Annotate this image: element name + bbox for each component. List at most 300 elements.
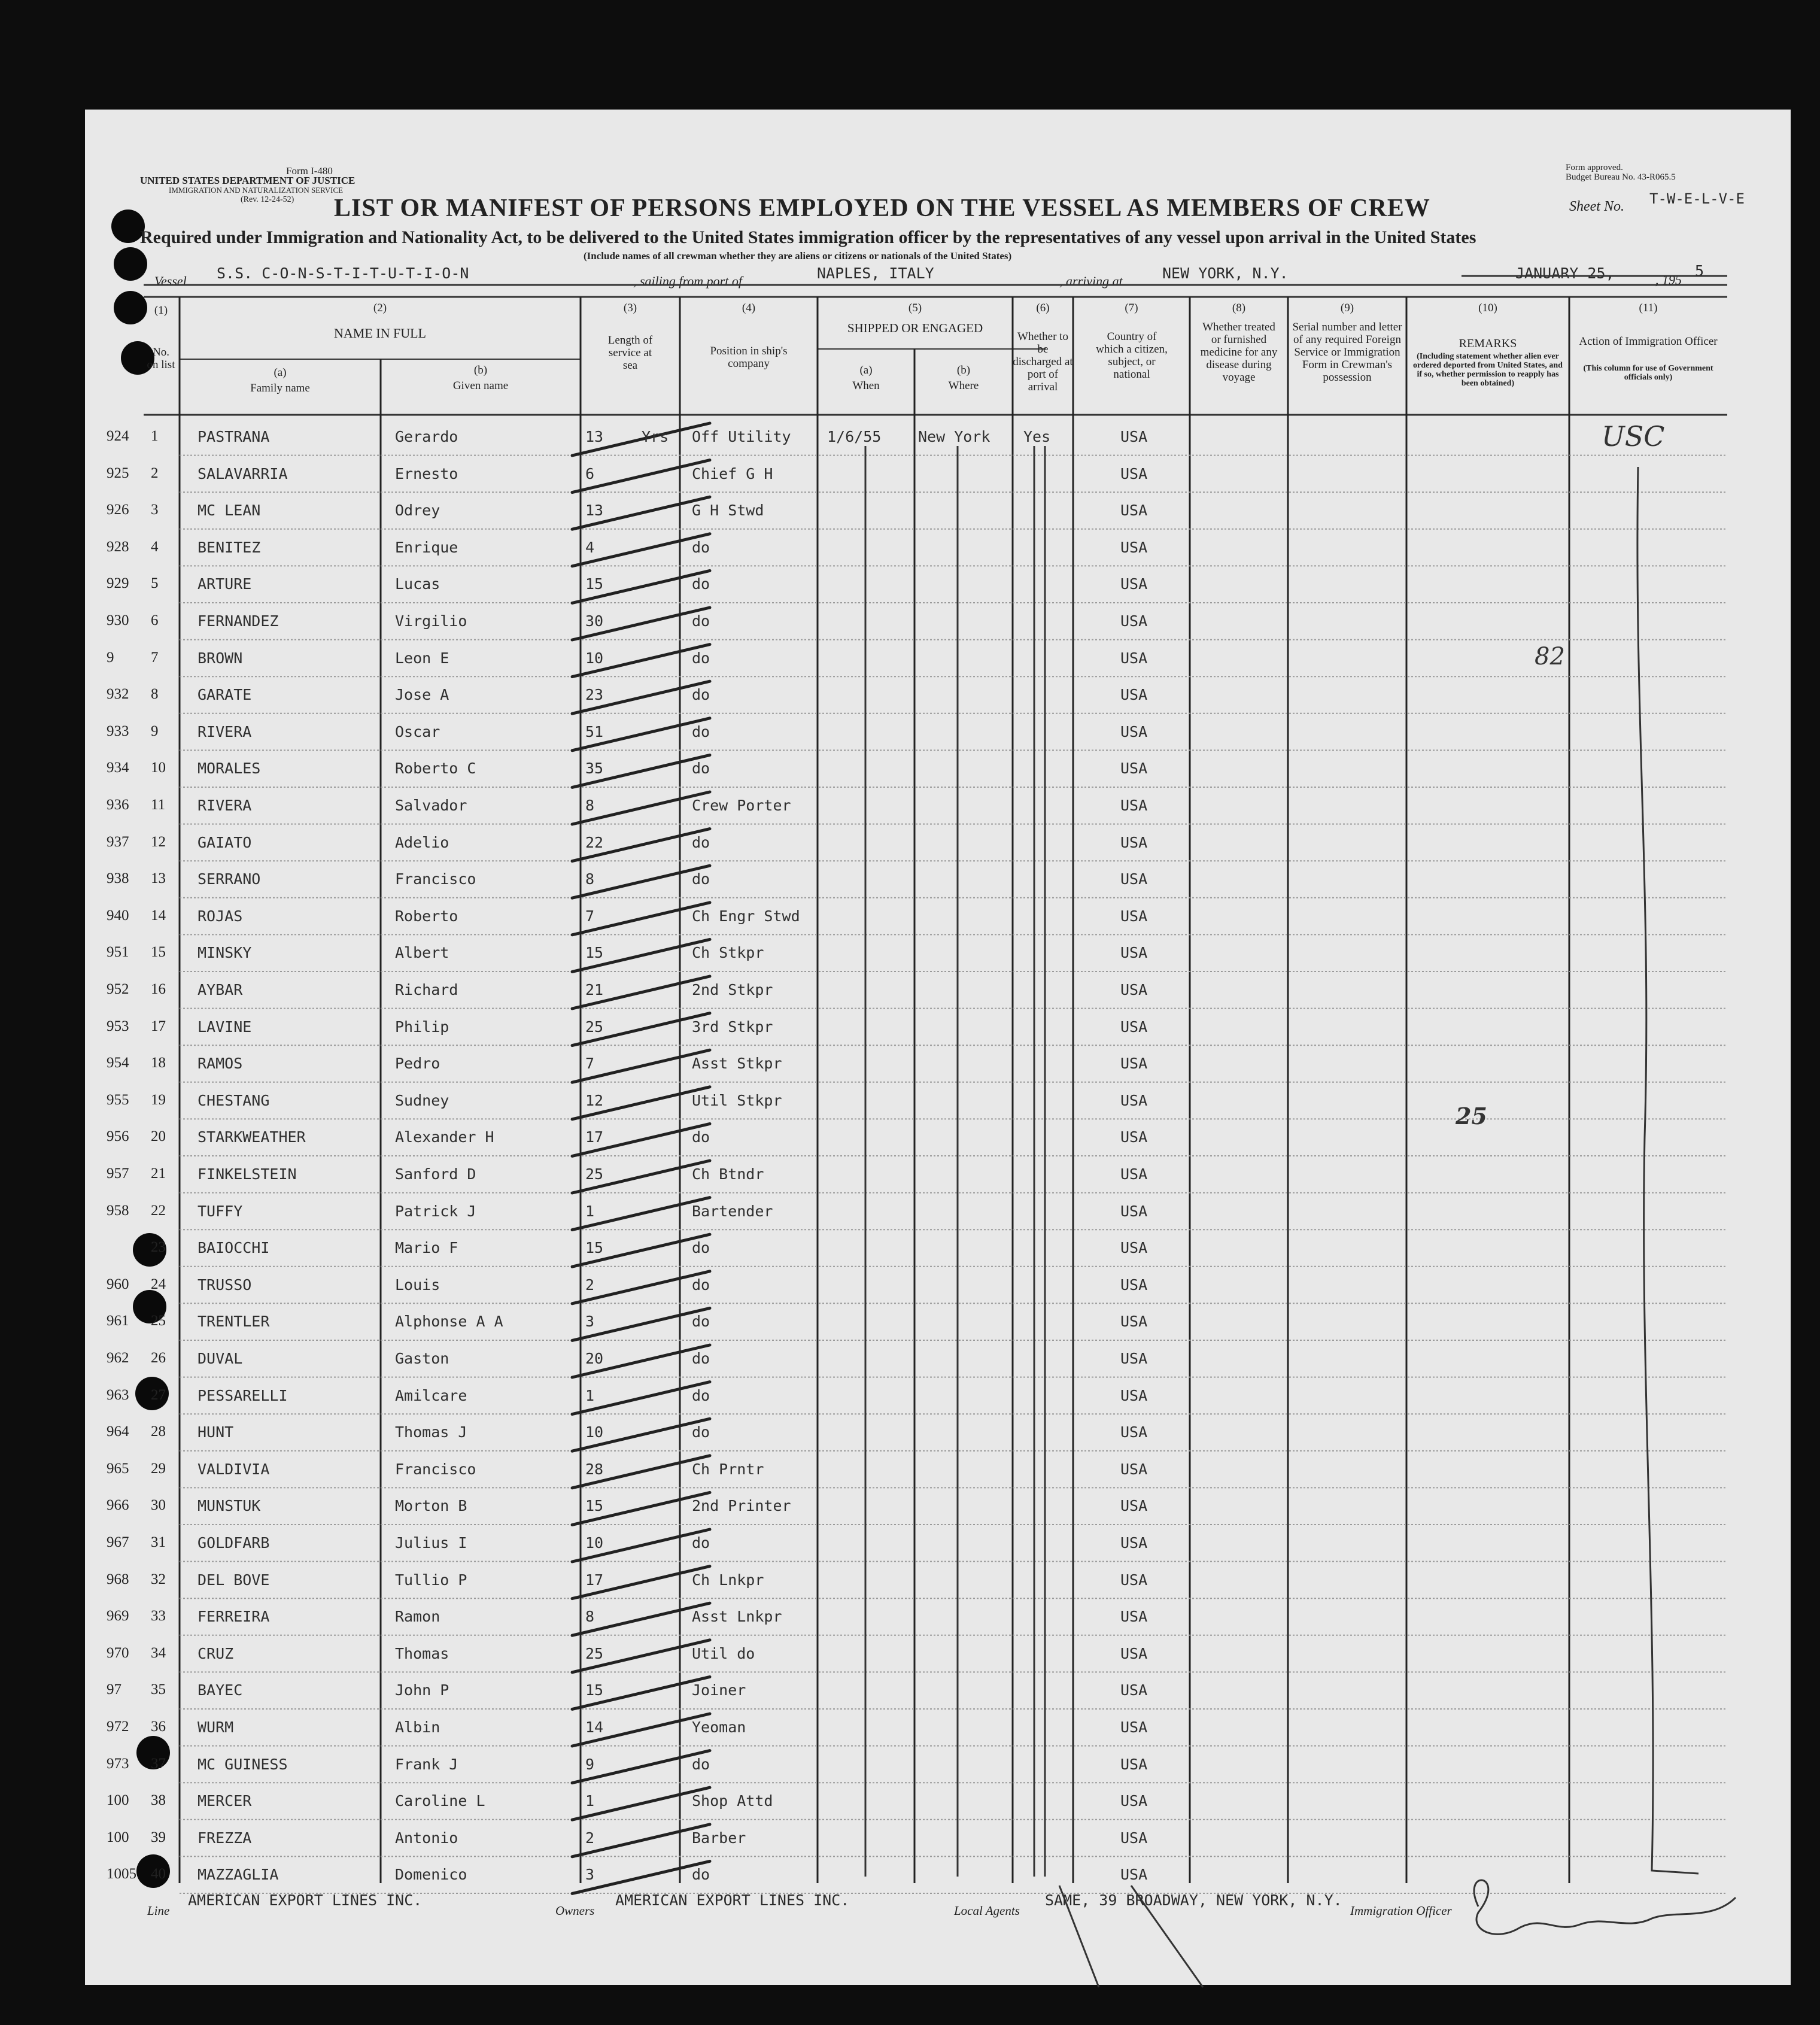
col-2a-header: Family name <box>250 382 310 394</box>
row-number: 1 <box>151 428 159 444</box>
col-5b-header: Where <box>948 380 979 392</box>
row-number: 21 <box>151 1165 166 1182</box>
list-number: 97 <box>107 1681 121 1698</box>
family-name: GAIATO <box>198 833 252 851</box>
ship-position: Ch Btndr <box>692 1165 764 1183</box>
citizenship-country: USA <box>1120 649 1148 667</box>
list-number: 938 <box>107 870 129 887</box>
col-5-num: (5) <box>908 302 922 314</box>
form-revision: (Rev. 12-24-52) <box>241 195 294 204</box>
list-number: 955 <box>107 1091 129 1108</box>
row-number: 18 <box>151 1055 166 1071</box>
row-number: 26 <box>151 1350 166 1366</box>
manifest-subtitle: Required under Immigration and Nationality Act, to be delivered to the United States immigration officer by the representatives of any vessel upon arrival in the United States <box>140 227 1476 247</box>
arriving-port: NEW YORK, N.Y. <box>1162 265 1289 282</box>
family-name: CRUZ <box>198 1644 234 1662</box>
family-name: TRENTLER <box>198 1313 270 1331</box>
row-number: 20 <box>151 1128 166 1145</box>
row-number: 27 <box>151 1386 166 1403</box>
family-name: HUNT <box>198 1423 234 1441</box>
citizenship-country: USA <box>1120 502 1148 520</box>
row-number: 4 <box>151 538 159 555</box>
family-name: DUVAL <box>198 1350 243 1367</box>
family-name: GARATE <box>198 686 252 704</box>
agents-value: SAME, 39 BROADWAY, NEW YORK, N.Y. <box>1045 1892 1342 1909</box>
citizenship-country: USA <box>1120 1534 1148 1552</box>
remark-mark: 25 <box>1456 1103 1487 1130</box>
given-name: Frank J <box>395 1755 458 1773</box>
list-number: 973 <box>107 1755 129 1772</box>
department-name: UNITED STATES DEPARTMENT OF JUSTICE <box>140 175 356 186</box>
given-name: Jose A <box>395 686 449 704</box>
given-name: Julius I <box>395 1534 467 1552</box>
service-length: 21 <box>585 981 604 998</box>
col-10-header: REMARKS <box>1459 337 1517 350</box>
service-length: 8 <box>585 1608 595 1626</box>
given-name: Ramon <box>395 1608 440 1626</box>
citizenship-country: USA <box>1120 1350 1148 1367</box>
list-number: 924 <box>107 428 129 444</box>
citizenship-country: USA <box>1120 944 1148 962</box>
service-length: 14 <box>585 1719 604 1736</box>
row-number: 2 <box>151 464 159 481</box>
family-name: FINKELSTEIN <box>198 1165 297 1183</box>
given-name: Patrick J <box>395 1202 476 1220</box>
family-name: ARTURE <box>198 575 252 593</box>
list-number: 930 <box>107 612 129 629</box>
row-number: 39 <box>151 1829 166 1845</box>
row-number: 19 <box>151 1091 166 1108</box>
col-7-header: Country of which a citizen, subject, or national <box>1096 330 1168 381</box>
given-name: Gerardo <box>395 428 458 445</box>
service-length: 15 <box>585 1681 604 1699</box>
service-length: 10 <box>585 1423 604 1441</box>
list-number: 936 <box>107 797 129 813</box>
ship-position: 2nd Stkpr <box>692 981 773 998</box>
row-number: 16 <box>151 981 166 997</box>
family-name: WURM <box>198 1719 234 1736</box>
line-value: AMERICAN EXPORT LINES INC. <box>188 1892 423 1909</box>
year-prefix: , 195 <box>1655 272 1682 287</box>
service-length: 2 <box>585 1829 595 1847</box>
family-name: VALDIVIA <box>198 1460 270 1478</box>
citizenship-country: USA <box>1120 1018 1148 1036</box>
row-number: 25 <box>151 1313 166 1329</box>
given-name: Morton B <box>395 1497 467 1515</box>
col-10-note: (Including statement whether alien ever ordered deported from United States, and if so, whether permission to reapply has been obtained) <box>1413 352 1563 388</box>
row-number: 31 <box>151 1534 166 1550</box>
citizenship-country: USA <box>1120 1055 1148 1073</box>
row-number: 23 <box>151 1239 166 1256</box>
service-length: 10 <box>585 1534 604 1552</box>
given-name: Caroline L <box>395 1792 485 1810</box>
list-number: 934 <box>107 760 129 776</box>
service-length: 8 <box>585 797 595 814</box>
list-number: 967 <box>107 1534 129 1550</box>
col-5a-header: When <box>852 380 880 392</box>
family-name: ROJAS <box>198 907 243 925</box>
list-number: 952 <box>107 981 129 997</box>
ship-position: Shop Attd <box>692 1792 773 1810</box>
citizenship-country: USA <box>1120 797 1148 814</box>
service-length: 9 <box>585 1755 595 1773</box>
given-name: Philip <box>395 1018 449 1036</box>
given-name: Gaston <box>395 1350 449 1367</box>
col-4-num: (4) <box>742 302 756 314</box>
list-number: 962 <box>107 1350 129 1366</box>
given-name: Francisco <box>395 1460 476 1478</box>
given-name: Alphonse A A <box>395 1313 503 1331</box>
col-9-num: (9) <box>1340 302 1354 314</box>
service-length: 35 <box>585 760 604 778</box>
family-name: MC GUINESS <box>198 1755 288 1773</box>
service-length: 15 <box>585 944 604 962</box>
list-number: 929 <box>107 575 129 592</box>
sheet-label: Sheet No. <box>1569 199 1624 214</box>
row-number: 10 <box>151 760 166 776</box>
citizenship-country: USA <box>1120 907 1148 925</box>
ship-position: do <box>692 1350 710 1367</box>
list-number: 968 <box>107 1571 129 1587</box>
list-number: 940 <box>107 907 129 924</box>
citizenship-country: USA <box>1120 870 1148 888</box>
family-name: FREZZA <box>198 1829 252 1847</box>
officer-label: Immigration Officer <box>1350 1903 1452 1918</box>
given-name: Antonio <box>395 1829 458 1847</box>
service-length: 15 <box>585 1239 604 1257</box>
citizenship-country: USA <box>1120 833 1148 851</box>
service-length: 28 <box>585 1460 604 1478</box>
service-length: 7 <box>585 1055 595 1073</box>
ship-position: Ch Engr Stwd <box>692 907 800 925</box>
given-name: Sanford D <box>395 1165 476 1183</box>
list-number: 100 <box>107 1792 129 1809</box>
col-6-header: Whether to be discharged at port of arrival <box>1013 330 1073 393</box>
family-name: RIVERA <box>198 722 252 740</box>
list-number: 928 <box>107 538 129 555</box>
citizenship-country: USA <box>1120 1313 1148 1331</box>
citizenship-country: USA <box>1120 1829 1148 1847</box>
row-number: 14 <box>151 907 166 924</box>
citizenship-country: USA <box>1120 1460 1148 1478</box>
service-length: 25 <box>585 1644 604 1662</box>
budget-bureau: Budget Bureau No. 43-R065.5 <box>1566 172 1676 182</box>
family-name: SERRANO <box>198 870 261 888</box>
col-1-header: No. on list <box>147 346 175 371</box>
service-length: 4 <box>585 538 595 556</box>
ship-position: Barber <box>692 1829 746 1847</box>
list-number: 9 <box>107 649 114 666</box>
ship-position: do <box>692 686 710 704</box>
citizenship-country: USA <box>1120 981 1148 998</box>
list-number: 956 <box>107 1128 129 1145</box>
list-number: 953 <box>107 1018 129 1034</box>
shipped-when: 1/6/55 <box>827 428 882 445</box>
list-number: 951 <box>107 944 129 961</box>
col-5a-num: (a) <box>859 364 873 377</box>
ship-position: do <box>692 1866 710 1884</box>
service-length: 1 <box>585 1386 595 1404</box>
row-number: 33 <box>151 1608 166 1625</box>
service-length: 17 <box>585 1128 604 1146</box>
given-name: Odrey <box>395 502 440 520</box>
service-length: 20 <box>585 1350 604 1367</box>
citizenship-country: USA <box>1120 1792 1148 1810</box>
ship-position: do <box>692 1276 710 1294</box>
list-number: 925 <box>107 464 129 481</box>
service-length: 23 <box>585 686 604 704</box>
col-2-header: NAME IN FULL <box>334 326 426 341</box>
list-number: 957 <box>107 1165 129 1182</box>
given-name: Domenico <box>395 1866 467 1884</box>
citizenship-country: USA <box>1120 1608 1148 1626</box>
service-length: 51 <box>585 722 604 740</box>
service-length: 6 <box>585 464 595 482</box>
list-number: 932 <box>107 686 129 703</box>
service-length: 17 <box>585 1571 604 1589</box>
citizenship-country: USA <box>1120 1202 1148 1220</box>
ship-position: do <box>692 1239 710 1257</box>
list-number: 969 <box>107 1608 129 1625</box>
sailing-label: , sailing from port of <box>633 274 742 289</box>
citizenship-country: USA <box>1120 1866 1148 1884</box>
ship-position: 2nd Printer <box>692 1497 791 1515</box>
col-11-header: Action of Immigration Officer <box>1579 335 1718 348</box>
citizenship-country: USA <box>1120 1571 1148 1589</box>
citizenship-country: USA <box>1120 464 1148 482</box>
citizenship-country: USA <box>1120 1239 1148 1257</box>
given-name: Leon E <box>395 649 449 667</box>
given-name: Adelio <box>395 833 449 851</box>
col-2a-num: (a) <box>274 366 287 379</box>
row-number: 32 <box>151 1571 166 1587</box>
service-length: 1 <box>585 1202 595 1220</box>
list-number: 966 <box>107 1497 129 1514</box>
sailing-port: NAPLES, ITALY <box>817 265 934 282</box>
col-11-num: (11) <box>1639 302 1658 314</box>
ship-position: Asst Lnkpr <box>692 1608 782 1626</box>
row-number: 9 <box>151 722 159 739</box>
given-name: Salvador <box>395 797 467 814</box>
given-name: Albin <box>395 1719 440 1736</box>
ship-position: G H Stwd <box>692 502 764 520</box>
row-number: 7 <box>151 649 159 666</box>
ship-position: do <box>692 575 710 593</box>
ship-position: do <box>692 722 710 740</box>
service-length: 8 <box>585 870 595 888</box>
ship-position: Ch Prntr <box>692 1460 764 1478</box>
list-number: 961 <box>107 1313 129 1329</box>
list-number: 965 <box>107 1460 129 1477</box>
given-name: Richard <box>395 981 458 998</box>
family-name: RAMOS <box>198 1055 243 1073</box>
row-number: 28 <box>151 1423 166 1440</box>
given-name: Louis <box>395 1276 440 1294</box>
row-number: 8 <box>151 686 159 703</box>
include-note: (Include names of all crewman whether they are aliens or citizens or nationals of the United States) <box>584 250 1012 262</box>
service-length: 7 <box>585 907 595 925</box>
service-unit: Yrs <box>642 428 669 445</box>
citizenship-country: USA <box>1120 1128 1148 1146</box>
given-name: Francisco <box>395 870 476 888</box>
list-number: 960 <box>107 1276 129 1292</box>
service-length: 15 <box>585 575 604 593</box>
col-4-header: Position in ship's company <box>710 345 788 370</box>
service-length: 3 <box>585 1866 595 1884</box>
officer-mark: USC <box>1602 420 1665 453</box>
service-length: 12 <box>585 1091 604 1109</box>
ship-position: do <box>692 833 710 851</box>
service-length: 25 <box>585 1165 604 1183</box>
service-length: 13 <box>585 428 604 445</box>
citizenship-country: USA <box>1120 1276 1148 1294</box>
given-name: Pedro <box>395 1055 440 1073</box>
row-number: 5 <box>151 575 159 592</box>
col-7-num: (7) <box>1125 302 1138 314</box>
ship-position: Bartender <box>692 1202 773 1220</box>
citizenship-country: USA <box>1120 575 1148 593</box>
citizenship-country: USA <box>1120 760 1148 778</box>
col-11-note: (This column for use of Government officials only) <box>1583 364 1713 382</box>
given-name: Mario F <box>395 1239 458 1257</box>
given-name: John P <box>395 1681 449 1699</box>
family-name: AYBAR <box>198 981 243 998</box>
col-2b-num: (b) <box>473 364 488 377</box>
row-number: 12 <box>151 833 166 850</box>
list-number: 933 <box>107 722 129 739</box>
given-name: Roberto <box>395 907 458 925</box>
family-name: GOLDFARB <box>198 1534 270 1552</box>
ship-position: do <box>692 760 710 778</box>
family-name: MERCER <box>198 1792 252 1810</box>
family-name: BENITEZ <box>198 538 261 556</box>
service-length: 25 <box>585 1018 604 1036</box>
row-number: 35 <box>151 1681 166 1698</box>
owners-label: Owners <box>555 1903 595 1918</box>
family-name: PESSARELLI <box>198 1386 288 1404</box>
row-number: 29 <box>151 1460 166 1477</box>
ship-position: Util do <box>692 1644 755 1662</box>
family-name: CHESTANG <box>198 1091 270 1109</box>
family-name: MINSKY <box>198 944 252 962</box>
citizenship-country: USA <box>1120 722 1148 740</box>
list-number: 937 <box>107 833 129 850</box>
arrival-date: JANUARY 25, <box>1515 265 1615 282</box>
service-length: 15 <box>585 1497 604 1515</box>
family-name: TRUSSO <box>198 1276 252 1294</box>
family-name: STARKWEATHER <box>198 1128 306 1146</box>
citizenship-country: USA <box>1120 538 1148 556</box>
given-name: Thomas J <box>395 1423 467 1441</box>
list-number: 1005 <box>107 1866 136 1883</box>
given-name: Amilcare <box>395 1386 467 1404</box>
ship-position: do <box>692 1755 710 1773</box>
ship-position: Chief G H <box>692 464 773 482</box>
row-number: 17 <box>151 1018 166 1034</box>
service-length: 2 <box>585 1276 595 1294</box>
sheet-number: T-W-E-L-V-E <box>1649 190 1745 207</box>
service-length: 10 <box>585 649 604 667</box>
list-number: 970 <box>107 1644 129 1661</box>
given-name: Sudney <box>395 1091 449 1109</box>
ship-position: 3rd Stkpr <box>692 1018 773 1036</box>
row-number: 30 <box>151 1497 166 1514</box>
citizenship-country: USA <box>1120 1165 1148 1183</box>
vessel-label: Vessel <box>154 274 187 289</box>
citizenship-country: USA <box>1120 1755 1148 1773</box>
ship-position: do <box>692 1386 710 1404</box>
ship-position: Off Utility <box>692 428 791 445</box>
ship-position: do <box>692 1313 710 1331</box>
citizenship-country: USA <box>1120 1091 1148 1109</box>
service-name: IMMIGRATION AND NATURALIZATION SERVICE <box>169 186 344 195</box>
year-digit: 5 <box>1695 262 1704 280</box>
arriving-label: , arriving at <box>1059 274 1123 289</box>
family-name: MORALES <box>198 760 261 778</box>
form-approved: Form approved. <box>1566 163 1623 172</box>
family-name: LAVINE <box>198 1018 252 1036</box>
col-5-header: SHIPPED OR ENGAGED <box>847 321 983 335</box>
service-length: 3 <box>585 1313 595 1331</box>
col-10-num: (10) <box>1478 302 1497 314</box>
row-number: 15 <box>151 944 166 961</box>
family-name: SALAVARRIA <box>198 464 288 482</box>
shipped-where: New York <box>918 428 990 445</box>
list-number: 963 <box>107 1386 129 1403</box>
ship-position: do <box>692 649 710 667</box>
citizenship-country: USA <box>1120 686 1148 704</box>
given-name: Oscar <box>395 722 440 740</box>
citizenship-country: USA <box>1120 612 1148 630</box>
manifest-title: LIST OR MANIFEST OF PERSONS EMPLOYED ON THE VESSEL AS MEMBERS OF CREW <box>334 195 1430 222</box>
vessel-name: S.S. C-O-N-S-T-I-T-U-T-I-O-N <box>217 265 469 282</box>
ship-position: do <box>692 1534 710 1552</box>
row-number: 11 <box>151 797 166 813</box>
row-number: 13 <box>151 870 166 887</box>
given-name: Enrique <box>395 538 458 556</box>
list-number: 964 <box>107 1423 129 1440</box>
citizenship-country: USA <box>1120 1497 1148 1515</box>
row-number: 36 <box>151 1719 166 1735</box>
family-name: MAZZAGLIA <box>198 1866 279 1884</box>
family-name: BROWN <box>198 649 243 667</box>
family-name: MC LEAN <box>198 502 261 520</box>
col-6-num: (6) <box>1036 302 1050 314</box>
given-name: Tullio P <box>395 1571 467 1589</box>
col-9-header: Serial number and letter of any required Foreign Service or Immigration Form in Crewman's possession <box>1292 321 1402 384</box>
family-name: BAYEC <box>198 1681 243 1699</box>
citizenship-country: USA <box>1120 1423 1148 1441</box>
citizenship-country: USA <box>1120 1644 1148 1662</box>
ship-position: Joiner <box>692 1681 746 1699</box>
col-3-header: Length of service at sea <box>607 334 653 372</box>
form-number: Form I-480 <box>286 165 333 177</box>
service-length: 30 <box>585 612 604 630</box>
ship-position: Yeoman <box>692 1719 746 1736</box>
row-number: 37 <box>151 1755 166 1772</box>
row-number: 34 <box>151 1644 166 1661</box>
owners-value: AMERICAN EXPORT LINES INC. <box>615 1892 850 1909</box>
row-number: 3 <box>151 502 159 518</box>
given-name: Albert <box>395 944 449 962</box>
ship-position: Asst Stkpr <box>692 1055 782 1073</box>
family-name: DEL BOVE <box>198 1571 270 1589</box>
ship-position: do <box>692 870 710 888</box>
citizenship-country: USA <box>1120 1386 1148 1404</box>
agents-label: Local Agents <box>954 1903 1020 1918</box>
col-1-num: (1) <box>154 304 168 317</box>
col-3-num: (3) <box>623 302 637 314</box>
